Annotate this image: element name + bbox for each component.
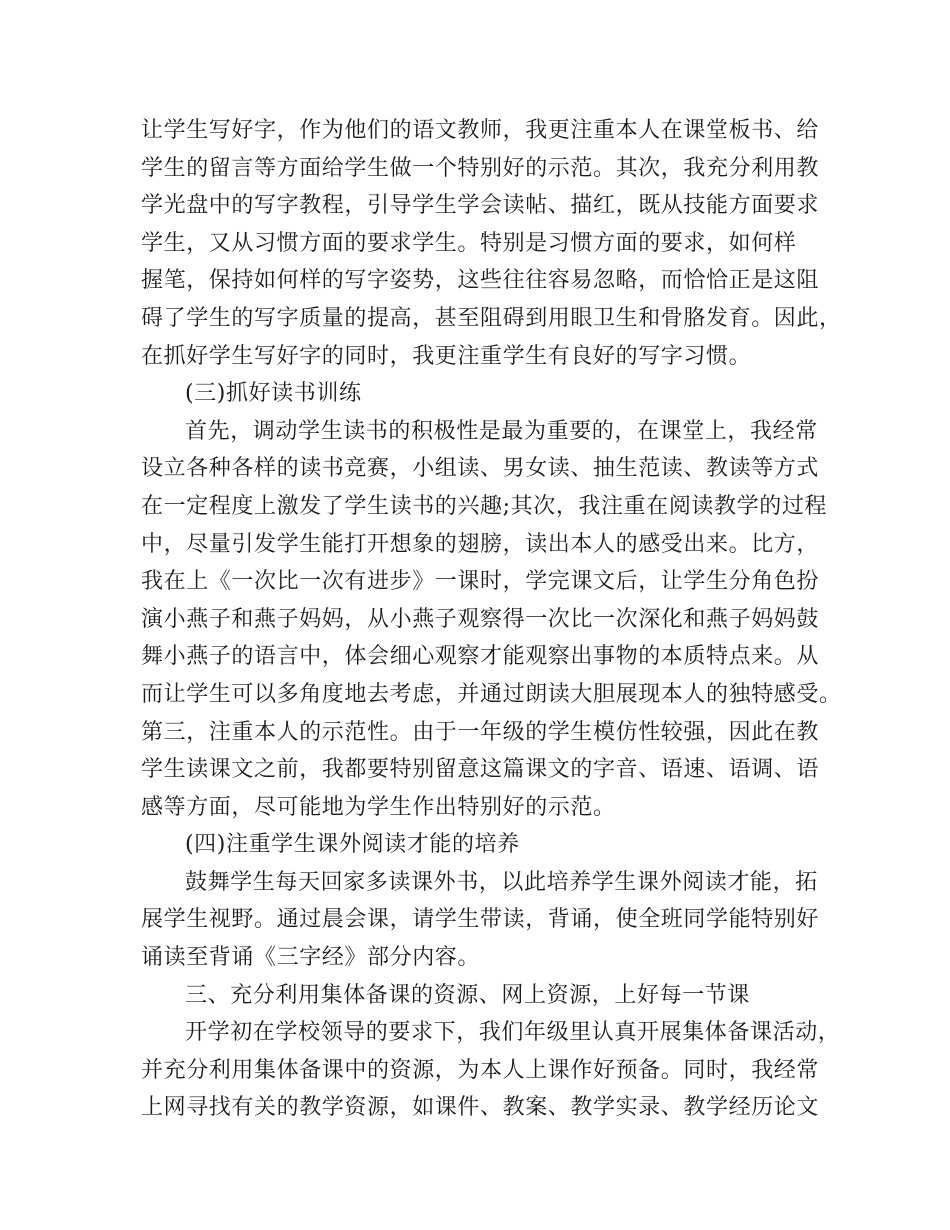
text-line: 而让学生可以多角度地去考虑，并通过朗读大胆展现本人的独特感受。 xyxy=(141,681,842,707)
text-line: 三、充分利用集体备课的资源、网上资源，上好每一节课 xyxy=(185,982,751,1008)
text-line: 鼓舞学生每天回家多读课外书，以此培养学生课外阅读才能，拓 xyxy=(185,869,818,895)
text-line: 舞小燕子的语言中，体会细心观察才能观察出事物的本质特点来。从 xyxy=(141,644,820,670)
text-line: 首先，调动学生读书的积极性是最为重要的，在课堂上，我经常 xyxy=(185,418,818,444)
text-line: (四)注重学生课外阅读才能的培养 xyxy=(185,832,520,858)
text-line: 学生的留言等方面给学生做一个特别好的示范。其次，我充分利用教 xyxy=(141,155,820,181)
text-line: (三)抓好读书训练 xyxy=(185,381,362,407)
text-line: 中，尽量引发学生能打开想象的翅膀，读出本人的感受出来。比方， xyxy=(141,531,820,557)
text-line: 诵读至背诵《三字经》部分内容。 xyxy=(141,945,481,971)
text-line: 展学生视野。通过晨会课，请学生带读，背诵，使全班同学能特别好 xyxy=(141,907,820,933)
text-line: 在一定程度上激发了学生读书的兴趣;其次，我注重在阅读教学的过程 xyxy=(141,493,828,519)
text-line: 并充分利用集体备课中的资源，为本人上课作好预备。同时，我经常 xyxy=(141,1057,820,1083)
text-line: 在抓好学生写好字的同时，我更注重学生有良好的写字习惯。 xyxy=(141,343,752,369)
text-line: 开学初在学校领导的要求下，我们年级里认真开展集体备课活动， xyxy=(185,1020,841,1046)
text-line: 学光盘中的写字教程，引导学生学会读帖、描红，既从技能方面要求 xyxy=(141,193,820,219)
text-line: 学生，又从习惯方面的要求学生。特别是习惯方面的要求，如何样 xyxy=(141,230,797,256)
text-line: 上网寻找有关的教学资源，如课件、教案、教学实录、教学经历论文 xyxy=(141,1095,820,1121)
text-line: 第三，注重本人的示范性。由于一年级的学生模仿性较强，因此在教 xyxy=(141,719,820,745)
text-line: 感等方面，尽可能地为学生作出特别好的示范。 xyxy=(141,794,616,820)
text-line: 让学生写好字，作为他们的语文教师，我更注重本人在课堂板书、给 xyxy=(141,118,820,143)
text-line: 握笔，保持如何样的写字姿势，这些往往容易忽略，而恰恰正是这阻 xyxy=(141,268,820,294)
text-line: 我在上《一次比一次有进步》一课时，学完课文后，让学生分角色扮 xyxy=(141,569,820,595)
text-line: 演小燕子和燕子妈妈，从小燕子观察得一次比一次深化和燕子妈妈鼓 xyxy=(141,606,820,632)
text-line: 学生读课文之前，我都要特别留意这篇课文的字音、语速、语调、语 xyxy=(141,757,820,783)
text-line: 碍了学生的写字质量的提高，甚至阻碍到用眼卫生和骨胳发育。因此， xyxy=(141,305,842,331)
text-line: 设立各种各样的读书竞赛，小组读、男女读、抽生范读、教读等方式 xyxy=(141,456,820,482)
body-text xyxy=(141,112,842,1127)
